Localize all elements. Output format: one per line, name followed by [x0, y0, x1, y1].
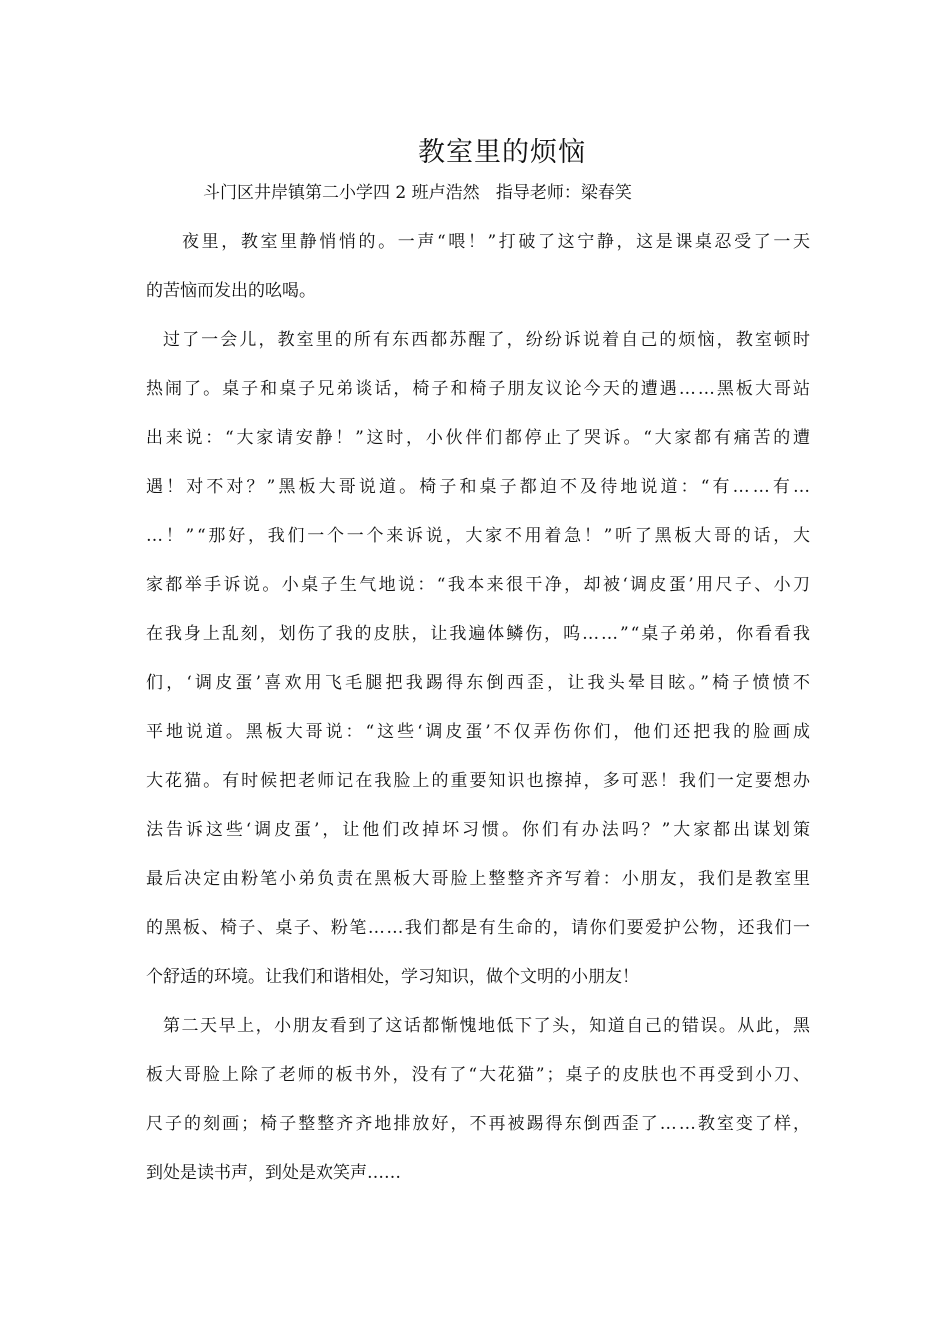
- text-line: 遇！对不对？”黑板大哥说道。椅子和桌子都迫不及待地说道：“有……有…: [146, 477, 814, 497]
- text-line: 的黑板、椅子、桌子、粉笔……我们都是有生命的，请你们要爱护公物，还我们一: [146, 918, 812, 938]
- text-line: 夜里，教室里静悄悄的。一声“喂！”打破了这宁静，这是课桌忍受了一天: [182, 232, 813, 252]
- text-line: 出来说：“大家请安静！”这时，小伙伴们都停止了哭诉。“大家都有痛苦的遭: [146, 428, 813, 448]
- text-line: 最后决定由粉笔小弟负责在黑板大哥脸上整整齐齐写着：小朋友，我们是教室里: [146, 869, 813, 889]
- document-title: 教室里的烦恼: [418, 137, 586, 168]
- text-line: 第二天早上，小朋友看到了这话都惭愧地低下了头，知道自己的错误。从此，黑: [163, 1016, 812, 1036]
- text-line: …！”“那好，我们一个一个来诉说，大家不用着急！”听了黑板大哥的话，大: [146, 526, 813, 546]
- text-line: 们，‘调皮蛋’喜欢用飞毛腿把我踢得东倒西歪，让我头晕目眩。”椅子愤愤不: [146, 673, 814, 693]
- text-line: 在我身上乱刻，划伤了我的皮肤，让我遍体鳞伤，呜……”“桌子弟弟，你看看我: [146, 624, 812, 644]
- text-line: 法告诉这些‘调皮蛋’，让他们改掉坏习惯。你们有办法吗？”大家都出谋划策: [146, 820, 813, 840]
- text-line: 家都举手诉说。小桌子生气地说：“我本来很干净，却被‘调皮蛋’用尺子、小刀: [146, 575, 813, 595]
- text-line: 平地说道。黑板大哥说：“这些‘调皮蛋’不仅弄伤你们，他们还把我的脸画成: [146, 722, 813, 742]
- text-line: 热闹了。桌子和桌子兄弟谈话，椅子和椅子朋友议论今天的遭遇……黑板大哥站: [146, 379, 813, 399]
- text-line: 个舒适的环境。让我们和谐相处，学习知识，做个文明的小朋友！: [146, 967, 639, 987]
- text-line: 到处是读书声，到处是欢笑声……: [146, 1163, 401, 1183]
- text-line: 的苦恼而发出的吆喝。: [146, 281, 316, 301]
- text-line: 大花猫。有时候把老师记在我脸上的重要知识也擦掉，多可恶！我们一定要想办: [146, 771, 813, 791]
- author-byline: 斗门区井岸镇第二小学四 2 班卢浩然 指导老师：梁春笑: [203, 183, 632, 203]
- text-line: 板大哥脸上除了老师的板书外，没有了“大花猫”；桌子的皮肤也不再受到小刀、: [146, 1065, 812, 1085]
- essay-body: [146, 218, 814, 1198]
- text-line: 过了一会儿，教室里的所有东西都苏醒了，纷纷诉说着自己的烦恼，教室顿时: [163, 330, 813, 350]
- text-line: 尺子的刻画；椅子整整齐齐地排放好，不再被踢得东倒西歪了……教室变了样，: [146, 1114, 813, 1134]
